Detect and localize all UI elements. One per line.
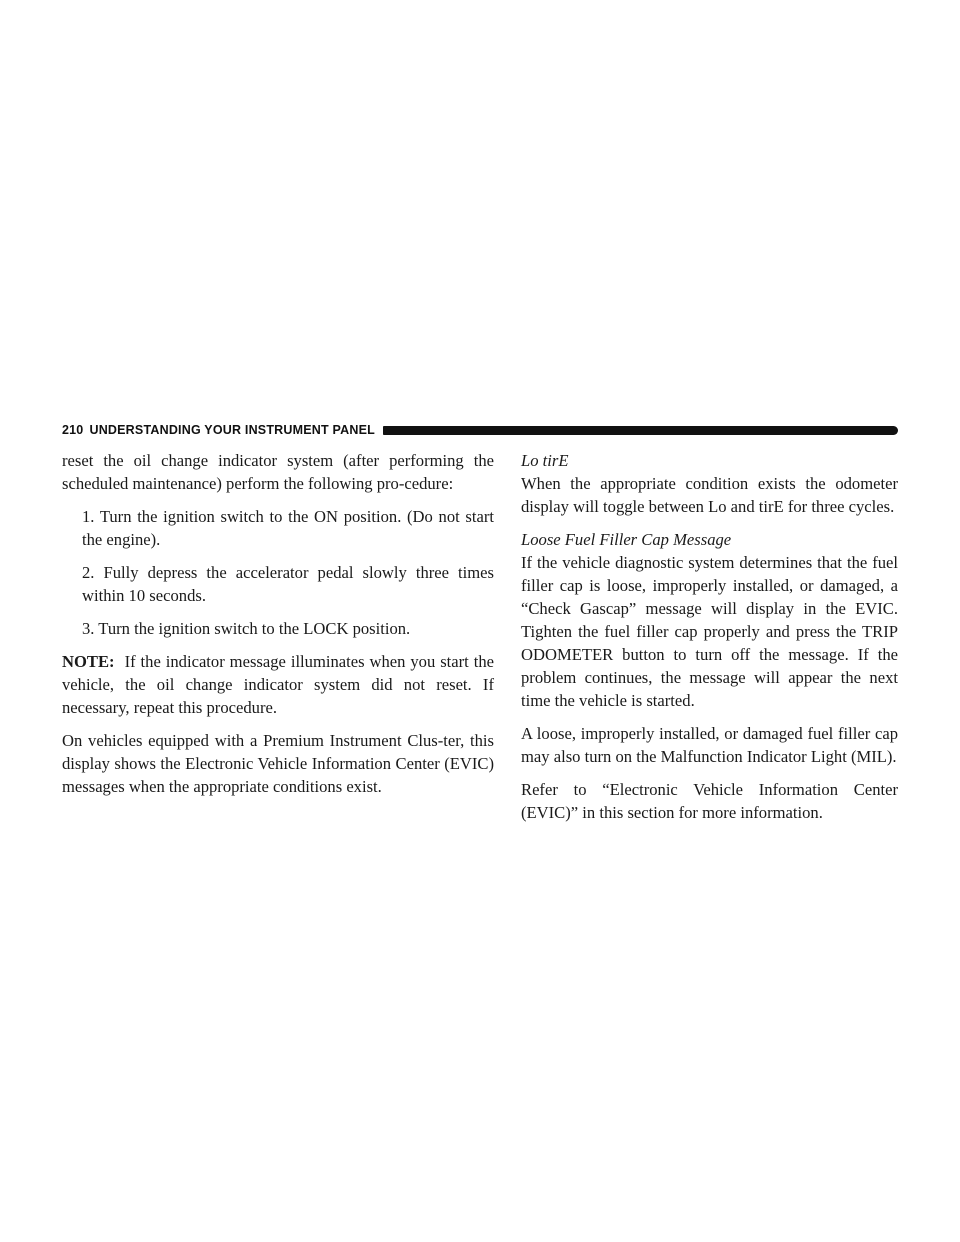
fuel-cap-heading: Loose Fuel Filler Cap Message [521, 530, 732, 549]
left-column [62, 449, 494, 808]
note-label: NOTE: [62, 652, 115, 671]
note-text: If the indicator message illuminates when you start the vehicle, the oil change indicator system did not reset. If necessary, repeat this procedure. [62, 652, 494, 717]
note-paragraph [62, 650, 494, 719]
right-column [521, 449, 898, 834]
header-rule [383, 426, 898, 435]
lo-tire-heading: Lo tirE [521, 451, 569, 470]
intro-paragraph: reset the oil change indicator system (after performing the scheduled maintenance) perform the following pro-cedure: [62, 451, 494, 493]
mil-paragraph: A loose, improperly installed, or damaged fuel filler cap may also turn on the Malfunction Indicator Light (MIL). [521, 724, 898, 766]
page-header [62, 420, 898, 440]
refer-paragraph: Refer to “Electronic Vehicle Information Center (EVIC)” in this section for more information. [521, 780, 898, 822]
page-number: 210 [62, 423, 84, 437]
procedure-step-2: 2. Fully depress the accelerator pedal slowly three times within 10 seconds. [82, 563, 494, 605]
procedure-step-1: 1. Turn the ignition switch to the ON position. (Do not start the engine). [82, 507, 494, 549]
lo-tire-paragraph: When the appropriate condition exists the odometer display will toggle between Lo and tirE for three cycles. [521, 474, 898, 516]
premium-cluster-paragraph: On vehicles equipped with a Premium Instrument Clus-ter, this display shows the Electronic Vehicle Information Center (EVIC) messages when the appropriate conditions exist. [62, 731, 494, 796]
section-title: UNDERSTANDING YOUR INSTRUMENT PANEL [89, 423, 375, 437]
procedure-step-3: 3. Turn the ignition switch to the LOCK position. [82, 619, 411, 638]
fuel-cap-paragraph: If the vehicle diagnostic system determines that the fuel filler cap is loose, improperly installed, or damaged, a “Check Gascap” message will display in the EVIC. Tighten the fuel filler cap properly and press the TRIP ODOMETER button to turn off the message. If the problem continues, the message will appear the next time the vehicle is started. [521, 553, 898, 710]
